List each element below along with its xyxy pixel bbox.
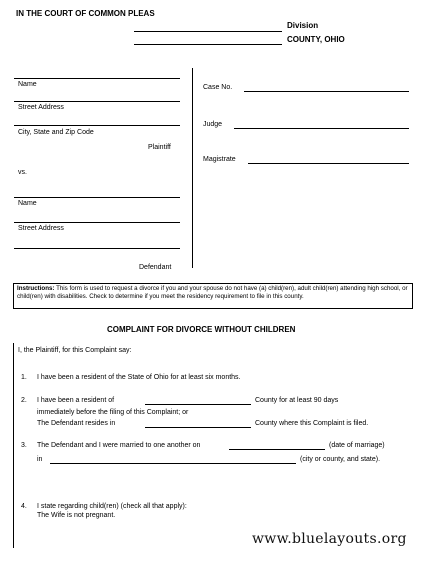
item4-number: 4.: [21, 503, 27, 510]
plaintiff-city-label: City, State and Zip Code: [18, 129, 94, 136]
instructions-box: [13, 283, 413, 309]
item2-county-field-2[interactable]: [145, 427, 251, 428]
instructions-label: Instructions:: [17, 285, 55, 292]
plaintiff-role: Plaintiff: [148, 144, 171, 151]
item3-place-field[interactable]: [50, 463, 296, 464]
defendant-extra-line: [14, 248, 180, 249]
item2-line3b: County where this Complaint is filed.: [255, 420, 369, 427]
item2-line3a: The Defendant resides in: [37, 420, 116, 427]
division-label: Division: [287, 21, 319, 30]
case-no-field[interactable]: [244, 91, 409, 92]
item2-line2: immediately before the filing of this Complaint; or: [37, 409, 189, 416]
item2-line1b: County for at least 90 days: [255, 397, 339, 404]
item2-county-field-1[interactable]: [145, 404, 251, 405]
defendant-street-line: [14, 222, 180, 223]
defendant-role: Defendant: [139, 264, 172, 271]
item1-number: 1.: [21, 374, 27, 381]
instructions-text: This form is used to request a divorce if you and your spouse do not have (a) child(ren), adult child(ren) attending high school, or child(ren) with disabilities. Check to determine if you meet the residency requirement to file in this county.: [17, 285, 408, 300]
plaintiff-name-label: Name: [18, 81, 37, 88]
body-margin-line: [13, 343, 14, 548]
item4-line2: The Wife is not pregnant.: [37, 512, 116, 519]
magistrate-label: Magistrate: [203, 156, 236, 163]
defendant-street-label: Street Address: [18, 225, 64, 232]
item3-line1a: The Defendant and I were married to one another on: [37, 442, 201, 449]
complaint-title: COMPLAINT FOR DIVORCE WITHOUT CHILDREN: [107, 325, 296, 334]
complaint-intro: I, the Plaintiff, for this Complaint say:: [18, 347, 132, 354]
judge-label: Judge: [203, 121, 223, 128]
item2-line1a: I have been a resident of: [37, 397, 115, 404]
plaintiff-name-line: [14, 78, 180, 79]
item3-line2a: in: [37, 456, 43, 463]
versus-label: vs.: [18, 169, 27, 176]
division-line: [134, 31, 282, 32]
court-title: IN THE COURT OF COMMON PLEAS: [16, 9, 155, 18]
item3-line2b: (city or county, and state).: [300, 456, 381, 463]
county-label: COUNTY, OHIO: [287, 35, 345, 44]
defendant-name-label: Name: [18, 200, 37, 207]
item4-line1: I state regarding child(ren) (check all that apply):: [37, 503, 187, 510]
defendant-name-line: [14, 197, 180, 198]
plaintiff-city-line: [14, 125, 180, 126]
plaintiff-street-label: Street Address: [18, 104, 64, 111]
judge-field[interactable]: [234, 128, 409, 129]
item3-line1b: (date of marriage): [329, 442, 385, 449]
item3-number: 3.: [21, 442, 27, 449]
item3-date-field[interactable]: [229, 449, 325, 450]
county-line: [134, 44, 282, 45]
item2-number: 2.: [21, 397, 27, 404]
caption-divider: [192, 68, 193, 268]
site-watermark: www.bluelayouts.org: [252, 531, 407, 547]
item1-text: I have been a resident of the State of Ohio for at least six months.: [37, 374, 241, 381]
plaintiff-street-line: [14, 101, 180, 102]
case-no-label: Case No.: [203, 84, 233, 91]
magistrate-field[interactable]: [248, 163, 409, 164]
